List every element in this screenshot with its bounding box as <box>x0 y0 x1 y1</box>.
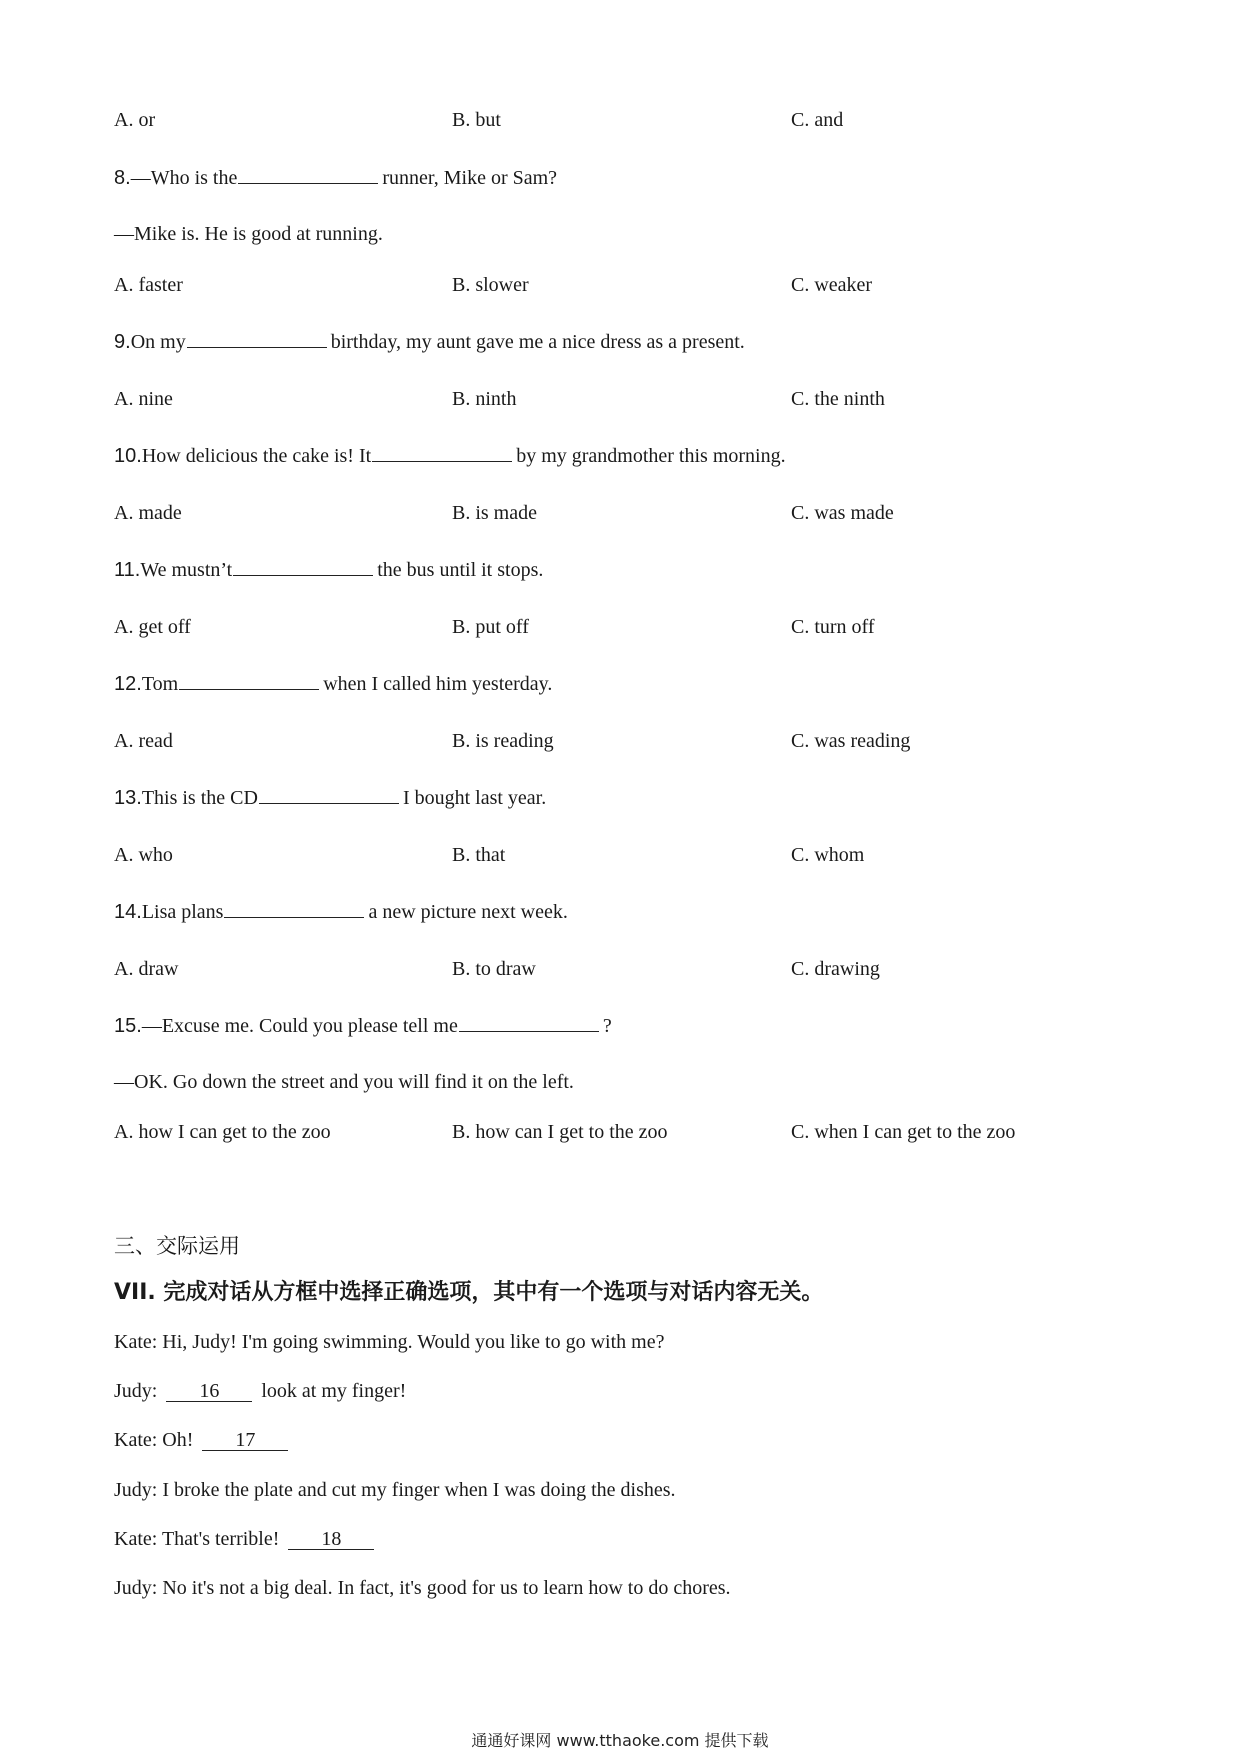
question-stem-pre: We mustn’t <box>140 559 233 581</box>
q11-option-a: A. get off <box>114 616 191 638</box>
q12-option-c: C. was reading <box>791 730 911 752</box>
gap-16: 16 <box>166 1381 252 1402</box>
question-number: 12. <box>114 673 142 695</box>
question-12 <box>114 671 552 696</box>
dialogue-line-4: Judy: I broke the plate and cut my finger when I was doing the dishes. <box>114 1479 676 1501</box>
question-9 <box>114 329 745 354</box>
question-stem-pre: —Excuse me. Could you please tell me <box>141 1015 458 1037</box>
q10-option-c: C. was made <box>791 502 894 524</box>
q9-option-a: A. nine <box>114 388 173 410</box>
q8-option-b: B. slower <box>452 274 529 296</box>
question-15 <box>114 1013 612 1038</box>
question-stem-pre: How delicious the cake is! It <box>141 445 372 467</box>
question-stem-post: when I called him yesterday. <box>323 673 553 695</box>
dialogue-text: look at my finger! <box>261 1380 407 1402</box>
answer-blank <box>238 165 378 184</box>
answer-blank <box>259 785 399 804</box>
gap-18: 18 <box>288 1529 374 1550</box>
q9-option-c: C. the ninth <box>791 388 885 410</box>
question-number: 10. <box>114 445 142 467</box>
q15-option-a: A. how I can get to the zoo <box>114 1121 331 1143</box>
question-stem-post: by my grandmother this morning. <box>516 445 786 467</box>
speaker-label: Judy: <box>114 1380 158 1402</box>
question-15-reply: —OK. Go down the street and you will find it on the left. <box>114 1071 574 1093</box>
question-stem-pre: This is the CD <box>141 787 258 809</box>
dialogue-line-2 <box>114 1379 406 1403</box>
question-stem-post: birthday, my aunt gave me a nice dress as a present. <box>330 331 745 353</box>
q10-option-b: B. is made <box>452 502 537 524</box>
q13-option-a: A. who <box>114 844 173 866</box>
q12-option-b: B. is reading <box>452 730 554 752</box>
question-stem-post: ? <box>602 1015 612 1037</box>
question-14 <box>114 899 568 924</box>
q11-option-b: B. put off <box>452 616 529 638</box>
q14-option-a: A. draw <box>114 958 179 980</box>
answer-blank <box>224 899 364 918</box>
question-number: 13. <box>114 787 142 809</box>
q15-option-b: B. how can I get to the zoo <box>452 1121 668 1143</box>
section-title: 三、交际运用 <box>114 1234 240 1258</box>
speaker-label: Kate: That's terrible! <box>114 1528 280 1550</box>
q12-option-a: A. read <box>114 730 173 752</box>
q7-option-c: C. and <box>791 109 844 131</box>
section-instructions: VII. 完成对话从方框中选择正确选项，其中有一个选项与对话内容无关。 <box>114 1280 824 1305</box>
question-8 <box>114 165 557 190</box>
q13-option-b: B. that <box>452 844 506 866</box>
question-stem-pre: —Who is the <box>130 167 238 189</box>
q11-option-c: C. turn off <box>791 616 875 638</box>
question-stem-post: the bus until it stops. <box>377 559 544 581</box>
question-number: 15. <box>114 1015 142 1037</box>
q14-option-b: B. to draw <box>452 958 536 980</box>
answer-blank <box>459 1013 599 1032</box>
dialogue-line-6: Judy: No it's not a big deal. In fact, it's good for us to learn how to do chores. <box>114 1577 731 1599</box>
question-11 <box>114 557 543 582</box>
q8-option-a: A. faster <box>114 274 183 296</box>
answer-blank <box>233 557 373 576</box>
question-stem-pre: On my <box>130 331 186 353</box>
q10-option-a: A. made <box>114 502 182 524</box>
page-footer: 通通好课网 www.tthaoke.com 提供下载 <box>471 1731 769 1750</box>
answer-blank <box>372 443 512 462</box>
question-stem-pre: Lisa plans <box>141 901 224 923</box>
question-8-reply: —Mike is. He is good at running. <box>114 223 383 245</box>
answer-blank <box>179 671 319 690</box>
question-stem-post: a new picture next week. <box>368 901 568 923</box>
question-number: 8. <box>114 167 131 189</box>
question-number: 11. <box>114 559 141 581</box>
gap-17: 17 <box>202 1430 288 1451</box>
question-stem-post: I bought last year. <box>402 787 547 809</box>
answer-blank <box>187 329 327 348</box>
question-number: 9. <box>114 331 131 353</box>
question-stem-pre: Tom <box>141 673 179 695</box>
dialogue-line-1: Kate: Hi, Judy! I'm going swimming. Would you like to go with me? <box>114 1331 665 1353</box>
q7-option-a: A. or <box>114 109 156 131</box>
q9-option-b: B. ninth <box>452 388 517 410</box>
q8-option-c: C. weaker <box>791 274 873 296</box>
question-10 <box>114 443 786 468</box>
q14-option-c: C. drawing <box>791 958 880 980</box>
speaker-label: Kate: Oh! <box>114 1429 194 1451</box>
question-number: 14. <box>114 901 142 923</box>
question-13 <box>114 785 546 810</box>
q7-option-b: B. but <box>452 109 501 131</box>
q13-option-c: C. whom <box>791 844 865 866</box>
question-stem-post: runner, Mike or Sam? <box>382 167 558 189</box>
dialogue-line-5 <box>114 1527 378 1551</box>
q15-option-c: C. when I can get to the zoo <box>791 1121 1016 1143</box>
dialogue-line-3 <box>114 1428 292 1452</box>
